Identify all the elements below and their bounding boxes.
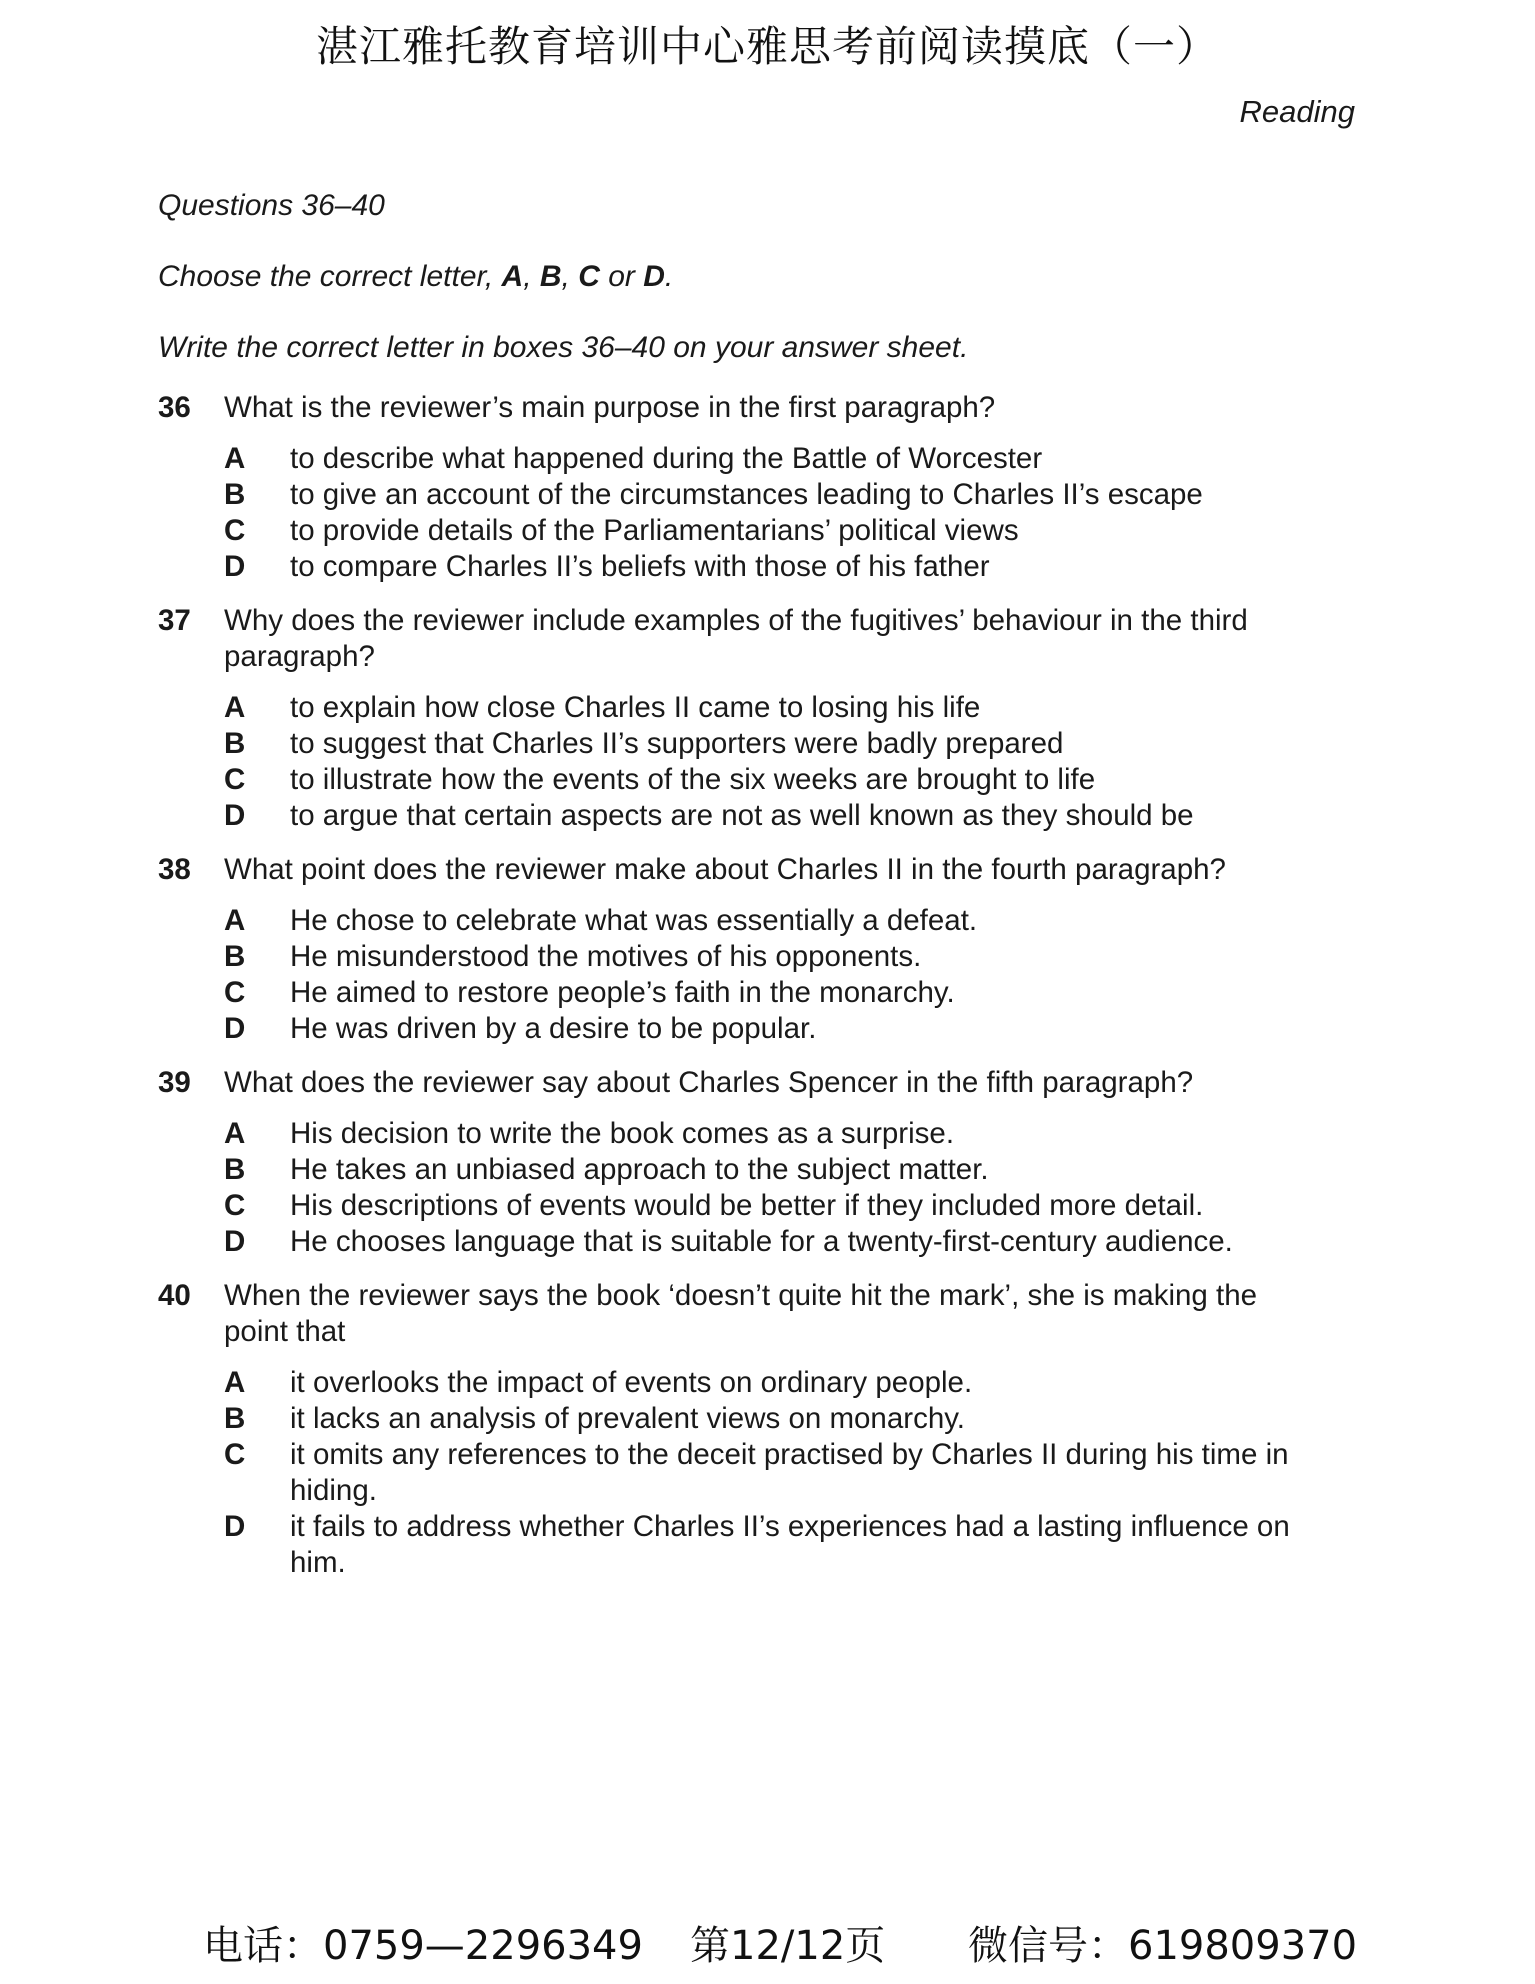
option-text: He misunderstood the motives of his opponents.: [290, 940, 922, 973]
option-text: His decision to write the book comes as a surprise.: [290, 1117, 955, 1150]
option-letter: A: [224, 904, 246, 937]
option-letter: A: [224, 691, 246, 724]
option-letter: A: [224, 1366, 246, 1399]
option-text: He chooses language that is suitable for a twenty-first-century audience.: [290, 1225, 1233, 1258]
option-letter: A: [224, 442, 246, 475]
question-text: What point does the reviewer make about Charles II in the fourth paragraph?: [224, 853, 1226, 886]
option-letter: C: [224, 976, 246, 1009]
choose-instruction: Choose the correct letter, A, B, C or D.: [158, 260, 674, 293]
question-number: 38: [158, 853, 191, 886]
option-text: to compare Charles II’s beliefs with those of his father: [290, 550, 990, 583]
page-header-title: 湛江雅托教育培训中心雅思考前阅读摸底（一）: [315, 22, 1219, 71]
option-text: to explain how close Charles II came to losing his life: [290, 691, 981, 724]
option-list: [224, 1365, 1308, 1581]
option-letter: C: [224, 1438, 246, 1471]
option-letter: B: [224, 478, 246, 511]
option-c: [224, 1188, 1308, 1224]
option-b: [224, 726, 1308, 762]
footer-phone: 电话：0759—2296349: [203, 1923, 643, 1969]
option-text: to suggest that Charles II’s supporters were badly prepared: [290, 727, 1064, 760]
instructions: [158, 188, 1358, 366]
option-b: [224, 939, 1308, 975]
option-text: to describe what happened during the Battle of Worcester: [290, 442, 1043, 475]
option-c: [224, 1437, 1308, 1509]
option-text: it lacks an analysis of prevalent views on monarchy.: [290, 1402, 965, 1435]
questions-range: Questions 36–40: [158, 189, 385, 222]
option-letter: D: [224, 1510, 246, 1543]
question-40: [158, 1278, 1308, 1581]
option-d: [224, 549, 1308, 585]
question-number: 36: [158, 391, 191, 424]
section-label: Reading: [1239, 94, 1355, 129]
question-number: 40: [158, 1279, 191, 1312]
question-number: 37: [158, 604, 191, 637]
option-a: [224, 903, 1308, 939]
option-text: it overlooks the impact of events on ordinary people.: [290, 1366, 973, 1399]
footer-page-number: 第12/12页: [690, 1923, 886, 1969]
option-text: it omits any references to the deceit practised by Charles II during his time in hiding.: [290, 1438, 1289, 1507]
option-text: to argue that certain aspects are not as well known as they should be: [290, 799, 1194, 832]
option-list: [224, 903, 1308, 1047]
option-text: to give an account of the circumstances leading to Charles II’s escape: [290, 478, 1203, 511]
option-text: to provide details of the Parliamentarians’ political views: [290, 514, 1019, 547]
option-list: [224, 1116, 1308, 1260]
option-letter: B: [224, 1402, 246, 1435]
option-letter: A: [224, 1117, 246, 1150]
question-text: When the reviewer says the book ‘doesn’t quite hit the mark’, she is making the point that: [224, 1279, 1258, 1348]
option-letter: D: [224, 799, 246, 832]
question-text: Why does the reviewer include examples of the fugitives’ behaviour in the third paragraph?: [224, 604, 1248, 673]
option-letter: C: [224, 763, 246, 796]
option-b: [224, 1401, 1308, 1437]
option-b: [224, 477, 1308, 513]
option-letter: B: [224, 940, 246, 973]
option-text: to illustrate how the events of the six weeks are brought to life: [290, 763, 1096, 796]
option-c: [224, 975, 1308, 1011]
option-b: [224, 1152, 1308, 1188]
option-c: [224, 762, 1308, 798]
option-a: [224, 1365, 1308, 1401]
option-text: it fails to address whether Charles II’s experiences had a lasting influence on him.: [290, 1510, 1290, 1579]
option-list: [224, 690, 1308, 834]
option-a: [224, 690, 1308, 726]
option-letter: B: [224, 727, 246, 760]
question-text: What is the reviewer’s main purpose in the first paragraph?: [224, 391, 996, 424]
question-text: What does the reviewer say about Charles Spencer in the fifth paragraph?: [224, 1066, 1194, 1099]
option-text: He takes an unbiased approach to the subject matter.: [290, 1153, 989, 1186]
option-text: He aimed to restore people’s faith in the monarchy.: [290, 976, 955, 1009]
option-letter: D: [224, 1225, 246, 1258]
write-instruction: Write the correct letter in boxes 36–40 on your answer sheet.: [158, 331, 969, 364]
option-letter: D: [224, 550, 246, 583]
option-text: He was driven by a desire to be popular.: [290, 1012, 817, 1045]
option-c: [224, 513, 1308, 549]
option-letter: D: [224, 1012, 246, 1045]
question-37: [158, 603, 1308, 834]
option-d: [224, 798, 1308, 834]
question-36: [158, 390, 1308, 585]
option-letter: C: [224, 1189, 246, 1222]
question-39: [158, 1065, 1308, 1260]
option-text: He chose to celebrate what was essentially a defeat.: [290, 904, 978, 937]
option-d: [224, 1011, 1308, 1047]
question-number: 39: [158, 1066, 191, 1099]
option-a: [224, 1116, 1308, 1152]
option-a: [224, 441, 1308, 477]
option-letter: C: [224, 514, 246, 547]
option-letter: B: [224, 1153, 246, 1186]
question-list: [158, 390, 1308, 1599]
question-38: [158, 852, 1308, 1047]
footer-wechat: 微信号：619809370: [968, 1923, 1358, 1969]
option-text: His descriptions of events would be better if they included more detail.: [290, 1189, 1204, 1222]
option-d: [224, 1224, 1308, 1260]
option-d: [224, 1509, 1308, 1581]
option-list: [224, 441, 1308, 585]
